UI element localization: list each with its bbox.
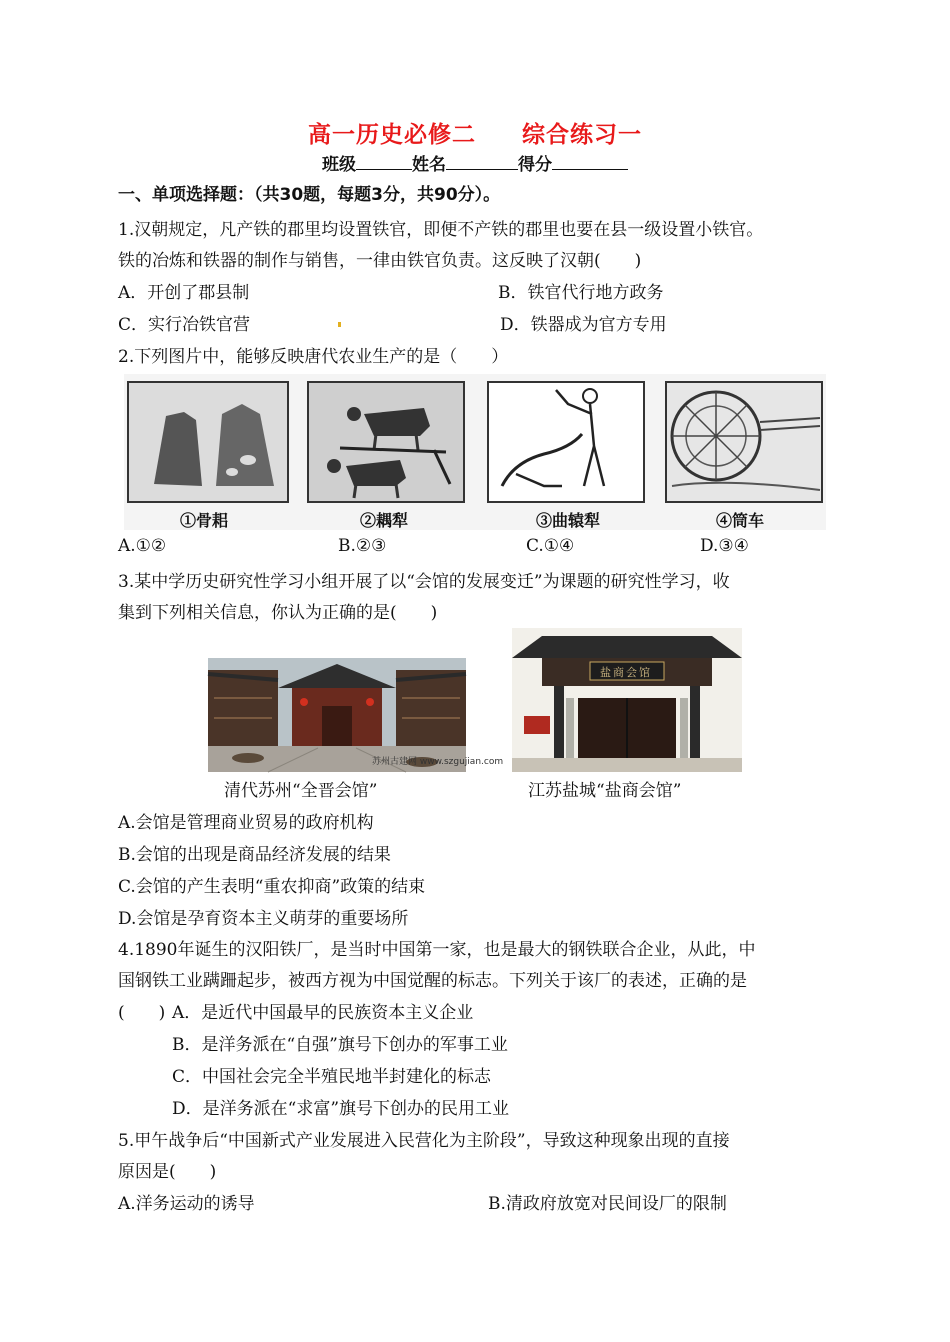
- name-label: 姓名: [412, 155, 446, 175]
- class-label: 班级: [322, 155, 356, 175]
- q3-stem-line1: 3.某中学历史研究性学习小组开展了以“会馆的发展变迁”为课题的研究性学习，收: [118, 572, 730, 592]
- q4-stem-line1: 4.1890年诞生的汉阳铁厂，是当时中国第一家，也是最大的钢铁联合企业，从此，中: [118, 940, 756, 960]
- image-label-4: ④筒车: [716, 511, 765, 530]
- q2-option-c: C.①④: [526, 536, 575, 556]
- yanshang-huiguan-photo: [512, 628, 742, 772]
- q4-option-a: A．是近代中国最早的民族资本主义企业: [172, 1003, 474, 1023]
- page-title: [0, 116, 950, 149]
- q1-option-d: D．铁器成为官方专用: [500, 315, 667, 335]
- score-blank[interactable]: [552, 153, 628, 170]
- image-label-3: ③曲辕犁: [536, 511, 601, 530]
- q5-stem-line1: 5.甲午战争后“中国新式产业发展进入民营化为主阶段”，导致这种现象出现的直接: [118, 1131, 730, 1151]
- farming-tools-drawing: [124, 374, 826, 530]
- name-blank[interactable]: [446, 153, 518, 170]
- q4-answer-paren: ( ): [118, 1003, 166, 1023]
- farming-tools-image: [124, 374, 826, 530]
- image-label-2: ②耦犁: [360, 511, 409, 530]
- title-left: 高一历史必修二: [308, 122, 476, 148]
- q1-stem-line1: 1.汉朝规定，凡产铁的郡里均设置铁官，即便不产铁的郡里也要在县一级设置小铁官。: [118, 220, 764, 240]
- q3-stem-line2: 集到下列相关信息，你认为正确的是( ): [118, 603, 438, 623]
- q4-stem-line2: 国钢铁工业蹒跚起步，被西方视为中国觉醒的标志。下列关于该厂的表述，正确的是: [118, 971, 747, 991]
- photo-sign: 盐商会馆: [600, 666, 652, 679]
- q2-stem: 2.下列图片中，能够反映唐代农业生产的是（ ）: [118, 347, 509, 367]
- q2-option-a: A.①②: [118, 536, 167, 556]
- q5-option-b: B.清政府放宽对民间设厂的限制: [488, 1194, 727, 1214]
- q1-option-b: B．铁官代行地方政务: [498, 283, 664, 303]
- class-blank[interactable]: [356, 153, 412, 170]
- q5-stem-line2: 原因是( ): [118, 1162, 217, 1182]
- q2-option-b: B.②③: [338, 536, 387, 556]
- score-label: 得分: [518, 155, 552, 175]
- stray-mark: [338, 322, 341, 327]
- q3-option-d: D.会馆是孕育资本主义萌芽的重要场所: [118, 909, 409, 929]
- quanjin-huiguan-photo: [208, 658, 504, 772]
- q4-option-d: D．是洋务派在“求富”旗号下创办的民用工业: [172, 1099, 510, 1119]
- photo1-caption: 清代苏州“全晋会馆”: [224, 781, 378, 801]
- q1-option-a: A．开创了郡县制: [118, 283, 250, 303]
- q2-option-d: D.③④: [700, 536, 749, 556]
- student-info-line: [0, 150, 950, 175]
- q3-option-a: A.会馆是管理商业贸易的政府机构: [118, 813, 374, 833]
- q4-option-c: C．中国社会完全半殖民地半封建化的标志: [172, 1067, 492, 1087]
- photo-watermark: 苏州古建网 www.szgujian.com: [372, 757, 504, 767]
- image-label-1: ①骨耜: [180, 511, 229, 530]
- q3-option-c: C.会馆的产生表明“重农抑商”政策的结束: [118, 877, 426, 897]
- q5-option-a: A.洋务运动的诱导: [118, 1194, 255, 1214]
- q1-stem-line2: 铁的冶炼和铁器的制作与销售，一律由铁官负责。这反映了汉朝( ): [118, 251, 642, 271]
- q3-option-b: B.会馆的出现是商品经济发展的结果: [118, 845, 391, 865]
- photo2-caption: 江苏盐城“盐商会馆”: [528, 781, 682, 801]
- section-heading: 一、单项选择题：（共30题，每题3分，共90分）。: [118, 185, 501, 205]
- yanshang-huiguan-drawing: [512, 628, 742, 772]
- q1-option-c: C．实行冶铁官营: [118, 315, 251, 335]
- title-right: 综合练习一: [522, 122, 642, 148]
- q4-option-b: B．是洋务派在“自强”旗号下创办的军事工业: [172, 1035, 508, 1055]
